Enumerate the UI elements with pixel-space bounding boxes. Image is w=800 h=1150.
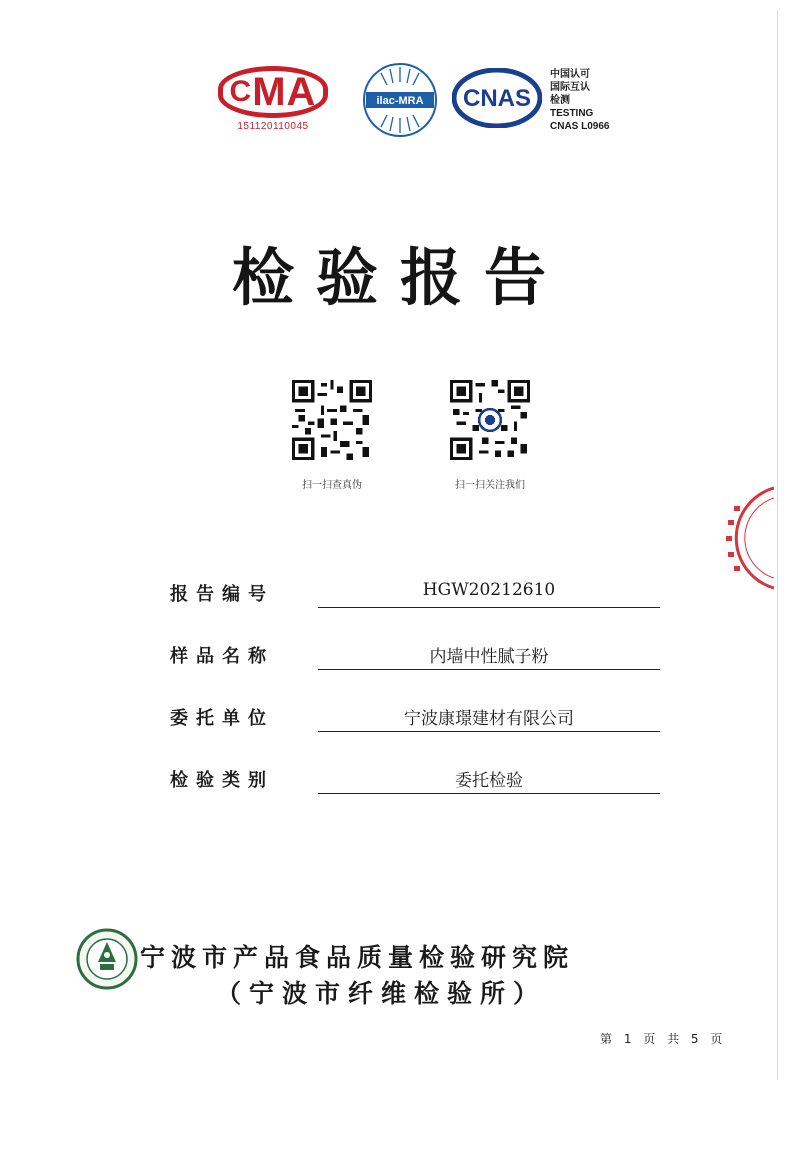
qr-caption-verify: 扫一扫查真伪	[302, 480, 362, 491]
info-row-sample-name	[170, 642, 660, 682]
report-title: 检验报告	[231, 241, 568, 314]
cnas-line: 中国认可	[550, 69, 590, 80]
page-edge	[777, 10, 778, 1080]
institute-emblem	[76, 928, 138, 990]
cnas-text: CNAS	[462, 85, 532, 112]
underline	[318, 607, 660, 608]
institution-name: 宁波市产品食品质量检验研究院	[140, 943, 575, 972]
cma-mark-text: MA	[252, 69, 317, 114]
client-value: 宁波康璟建材有限公司	[404, 709, 574, 729]
underline	[318, 793, 660, 794]
institution-sub-name: （宁波市纤维检验所）	[216, 979, 547, 1008]
ilac-mra-logo	[362, 62, 438, 138]
info-row-client	[170, 704, 660, 744]
qr-caption-follow: 扫一扫关注我们	[455, 480, 525, 491]
page-number: 第 1 页 共 5 页	[600, 1032, 727, 1046]
inspection-type-value: 委托检验	[455, 771, 523, 791]
underline	[318, 731, 660, 732]
cma-number: 151120110045	[237, 121, 309, 132]
inspection-type-label: 检验类别	[170, 770, 274, 791]
cnas-logo	[452, 68, 542, 128]
cnas-line: CNAS L0966	[550, 121, 610, 132]
cnas-line: 检测	[550, 95, 570, 106]
sample-name-label: 样品名称	[170, 646, 274, 667]
report-number-label: 报告编号	[170, 584, 274, 605]
red-seal-partial	[716, 484, 774, 592]
cma-mark: C MA	[218, 66, 328, 118]
info-row-report-number	[170, 580, 660, 620]
qr-code-verify[interactable]	[292, 380, 372, 460]
cnas-line: TESTING	[550, 108, 594, 119]
underline	[318, 669, 660, 670]
info-row-inspection-type	[170, 766, 660, 806]
cnas-line: 国际互认	[550, 82, 590, 93]
ilac-text: ilac-MRA	[376, 95, 424, 107]
certification-logos	[0, 60, 800, 150]
report-number-value: HGW20212610	[422, 580, 556, 600]
client-label: 委托单位	[170, 708, 274, 729]
cma-logo	[218, 66, 328, 132]
cnas-side-text	[550, 68, 609, 133]
sample-name-value: 内墙中性腻子粉	[429, 647, 549, 667]
qr-code-follow[interactable]	[450, 380, 530, 460]
